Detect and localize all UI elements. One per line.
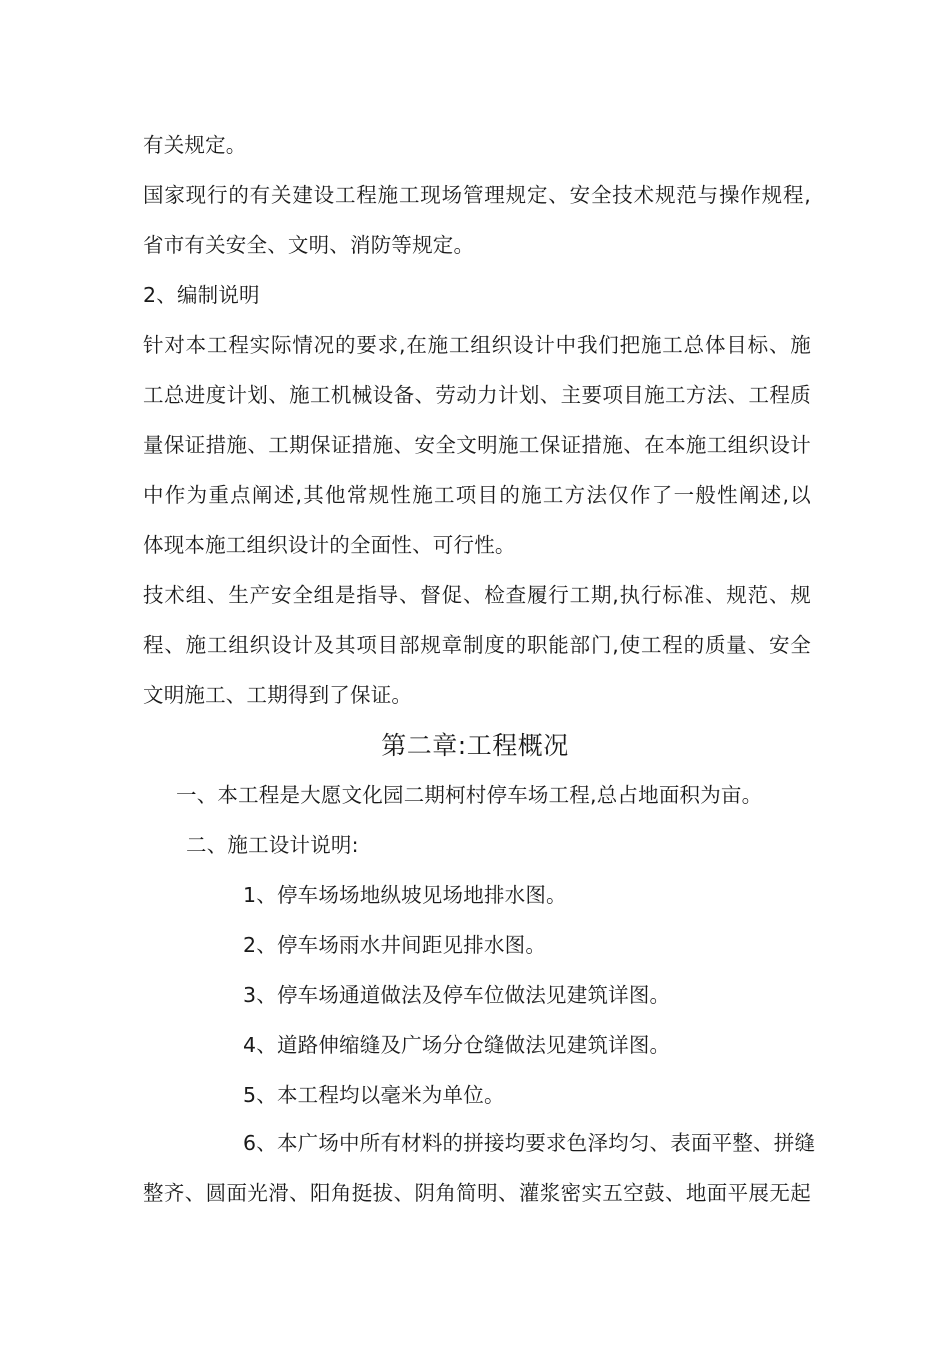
text-line: 整齐、圆面光滑、阳角挺拔、阴角简明、灌浆密实五空鼓、地面平展无起	[143, 1181, 811, 1205]
list-item: 2、停车场雨水井间距见排水图。	[243, 933, 547, 957]
section-item: 二、施工设计说明:	[186, 833, 359, 857]
text-line: 工总进度计划、施工机械设备、劳动力计划、主要项目施工方法、工程质	[143, 383, 811, 407]
text-line: 文明施工、工期得到了保证。	[143, 683, 413, 707]
text-line: 中作为重点阐述,其他常规性施工项目的施工方法仅作了一般性阐述,以	[143, 483, 811, 507]
text-line: 程、施工组织设计及其项目部规章制度的职能部门,使工程的质量、安全	[143, 633, 811, 657]
text-line: 量保证措施、工期保证措施、安全文明施工保证措施、在本施工组织设计	[143, 433, 811, 457]
text-line: 针对本工程实际情况的要求,在施工组织设计中我们把施工总体目标、施	[143, 333, 811, 357]
list-item: 6、本广场中所有材料的拼接均要求色泽均匀、表面平整、拼缝	[243, 1131, 816, 1155]
section-heading: 2、编制说明	[143, 283, 260, 307]
text-line: 技术组、生产安全组是指导、督促、检查履行工期,执行标准、规范、规	[143, 583, 811, 607]
text-line: 有关规定。	[143, 133, 247, 157]
text-line: 体现本施工组织设计的全面性、可行性。	[143, 533, 516, 557]
section-item: 一、本工程是大愿文化园二期柯村停车场工程,总占地面积为亩。	[176, 783, 763, 807]
list-item: 5、本工程均以毫米为单位。	[243, 1083, 505, 1107]
list-item: 3、停车场通道做法及停车位做法见建筑详图。	[243, 983, 671, 1007]
list-item: 4、道路伸缩缝及广场分仓缝做法见建筑详图。	[243, 1033, 671, 1057]
text-line: 国家现行的有关建设工程施工现场管理规定、安全技术规范与操作规程,	[143, 183, 811, 207]
text-line: 省市有关安全、文明、消防等规定。	[143, 233, 475, 257]
chapter-title: 第二章:工程概况	[381, 731, 569, 760]
list-item: 1、停车场场地纵坡见场地排水图。	[243, 883, 567, 907]
